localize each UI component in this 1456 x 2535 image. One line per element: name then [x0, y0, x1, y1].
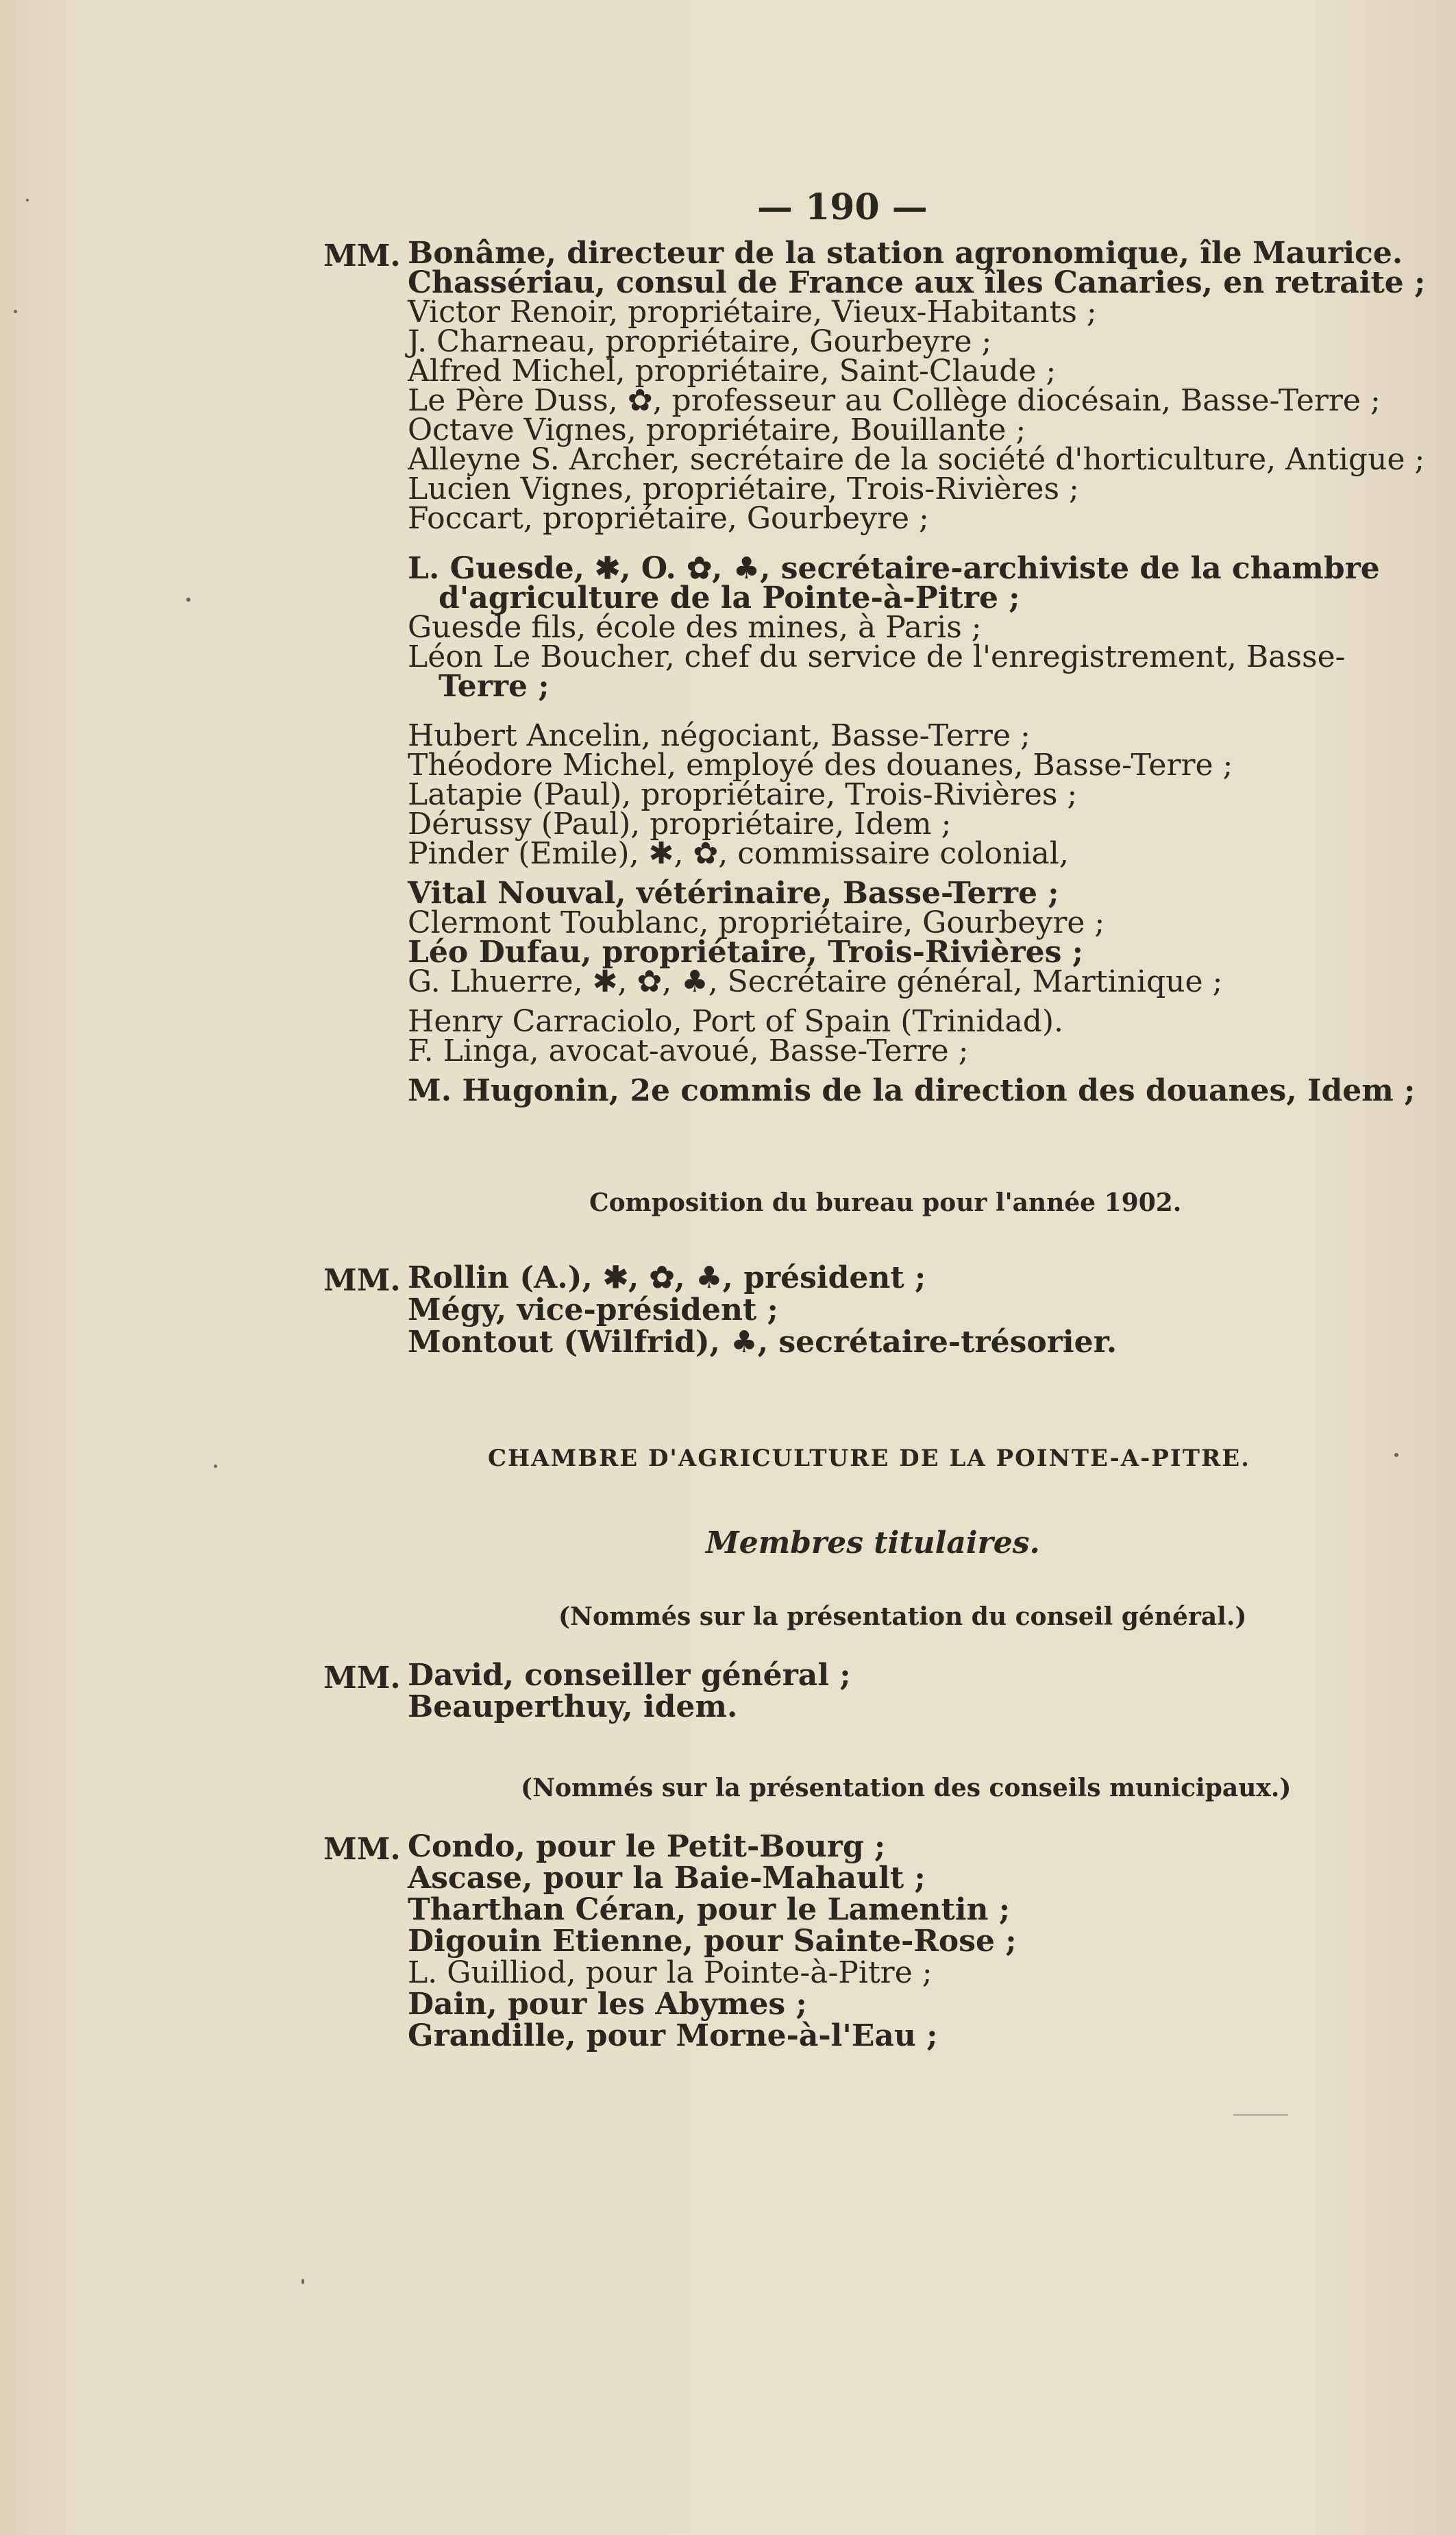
list-item: d'agriculture de la Pointe-à-Pitre ;: [439, 580, 1020, 615]
section-heading: CHAMBRE D'AGRICULTURE DE LA POINTE-A-PITRE.: [488, 1445, 1250, 1472]
speck-mark: [26, 199, 29, 201]
list-item: Victor Renoir, propriétaire, Vieux-Habitants ;: [408, 295, 1097, 330]
list-item: Latapie (Paul), propriétaire, Trois-Rivières ;: [408, 777, 1078, 812]
list-item: Alleyne S. Archer, secrétaire de la société d'horticulture, Antigue ;: [408, 442, 1425, 477]
list-item: Grandille, pour Morne-à-l'Eau ;: [408, 2018, 938, 2053]
list-item: Dain, pour les Abymes ;: [408, 1987, 807, 2022]
group1-prefix: MM.: [323, 1661, 401, 1695]
list-item: Dérussy (Paul), propriétaire, Idem ;: [408, 807, 952, 842]
list-item: Alfred Michel, propriétaire, Saint-Claude ;: [408, 354, 1057, 389]
group2-prefix: MM.: [323, 1832, 401, 1867]
list-item: Léon Le Boucher, chef du service de l'enregistrement, Basse-: [408, 639, 1346, 674]
list-item: Chassériau, consul de France aux îles Canaries, en retraite ;: [408, 265, 1426, 300]
list-item: Beauperthuy, idem.: [408, 1689, 738, 1724]
list-item: Pinder (Emile), ✱, ✿, commissaire colonial,: [408, 836, 1069, 871]
section-subtitle: Membres titulaires.: [706, 1526, 1040, 1560]
list-item: Rollin (A.), ✱, ✿, ♣, président ;: [408, 1260, 926, 1295]
list-item: Le Père Duss, ✿, professeur au Collège diocésain, Basse-Terre ;: [408, 383, 1381, 418]
speck-mark: [301, 2279, 304, 2284]
note: (Nommés sur la présentation du conseil général.): [558, 1602, 1247, 1631]
list-item: Hubert Ancelin, négociant, Basse-Terre ;: [408, 718, 1031, 753]
page-number: — 190 —: [757, 186, 928, 228]
list-item: Théodore Michel, employé des douanes, Basse-Terre ;: [408, 748, 1233, 783]
list-item: Vital Nouval, vétérinaire, Basse-Terre ;: [408, 876, 1059, 911]
list-item: J. Charneau, propriétaire, Gourbeyre ;: [408, 324, 992, 359]
list-item: Lucien Vignes, propriétaire, Trois-Rivières ;: [408, 472, 1079, 506]
list-item: L. Guilliod, pour la Pointe-à-Pitre ;: [408, 1955, 933, 1990]
list-item: L. Guesde, ✱, O. ✿, ♣, secrétaire-archiviste de la chambre: [408, 551, 1380, 586]
speck-mark: [214, 1465, 217, 1468]
list-item: Mégy, vice-président ;: [408, 1293, 778, 1327]
list-item: Bonâme, directeur de la station agronomique, île Maurice.: [408, 236, 1403, 271]
list-item: Clermont Toublanc, propriétaire, Gourbeyre ;: [408, 905, 1105, 940]
speck-mark: [14, 310, 17, 313]
list-item: Tharthan Céran, pour le Lamentin ;: [408, 1892, 1011, 1927]
list-item: Condo, pour le Petit-Bourg ;: [408, 1829, 886, 1864]
bureau-title: Composition du bureau pour l'année 1902.: [589, 1188, 1182, 1217]
speck-mark: [1394, 1453, 1398, 1457]
list-item: Terre ;: [439, 669, 550, 704]
list-item: Guesde fils, école des mines, à Paris ;: [408, 610, 982, 645]
list-item: F. Linga, avocat-avoué, Basse-Terre ;: [408, 1033, 969, 1068]
list-item: Henry Carraciolo, Port of Spain (Trinidad).: [408, 1004, 1064, 1039]
list-item: Digouin Etienne, pour Sainte-Rose ;: [408, 1924, 1017, 1959]
list-item: Octave Vignes, propriétaire, Bouillante ;: [408, 413, 1026, 448]
list-item: David, conseiller général ;: [408, 1658, 851, 1693]
list-item: Léo Dufau, propriétaire, Trois-Rivières ;: [408, 935, 1084, 970]
bureau-prefix: MM.: [323, 1263, 401, 1298]
speck-mark: [1233, 2114, 1288, 2116]
list1-prefix: MM.: [323, 238, 401, 273]
speck-mark: [186, 598, 190, 602]
list-item: G. Lhuerre, ✱, ✿, ♣, Secrétaire général, Martinique ;: [408, 964, 1223, 999]
note: (Nommés sur la présentation des conseils municipaux.): [521, 1774, 1292, 1802]
list-item: Foccart, propriétaire, Gourbeyre ;: [408, 501, 929, 536]
list-item: M. Hugonin, 2e commis de la direction des douanes, Idem ;: [408, 1073, 1416, 1108]
list-item: Montout (Wilfrid), ♣, secrétaire-trésorier.: [408, 1325, 1118, 1360]
list-item: Ascase, pour la Baie-Mahault ;: [408, 1861, 926, 1896]
